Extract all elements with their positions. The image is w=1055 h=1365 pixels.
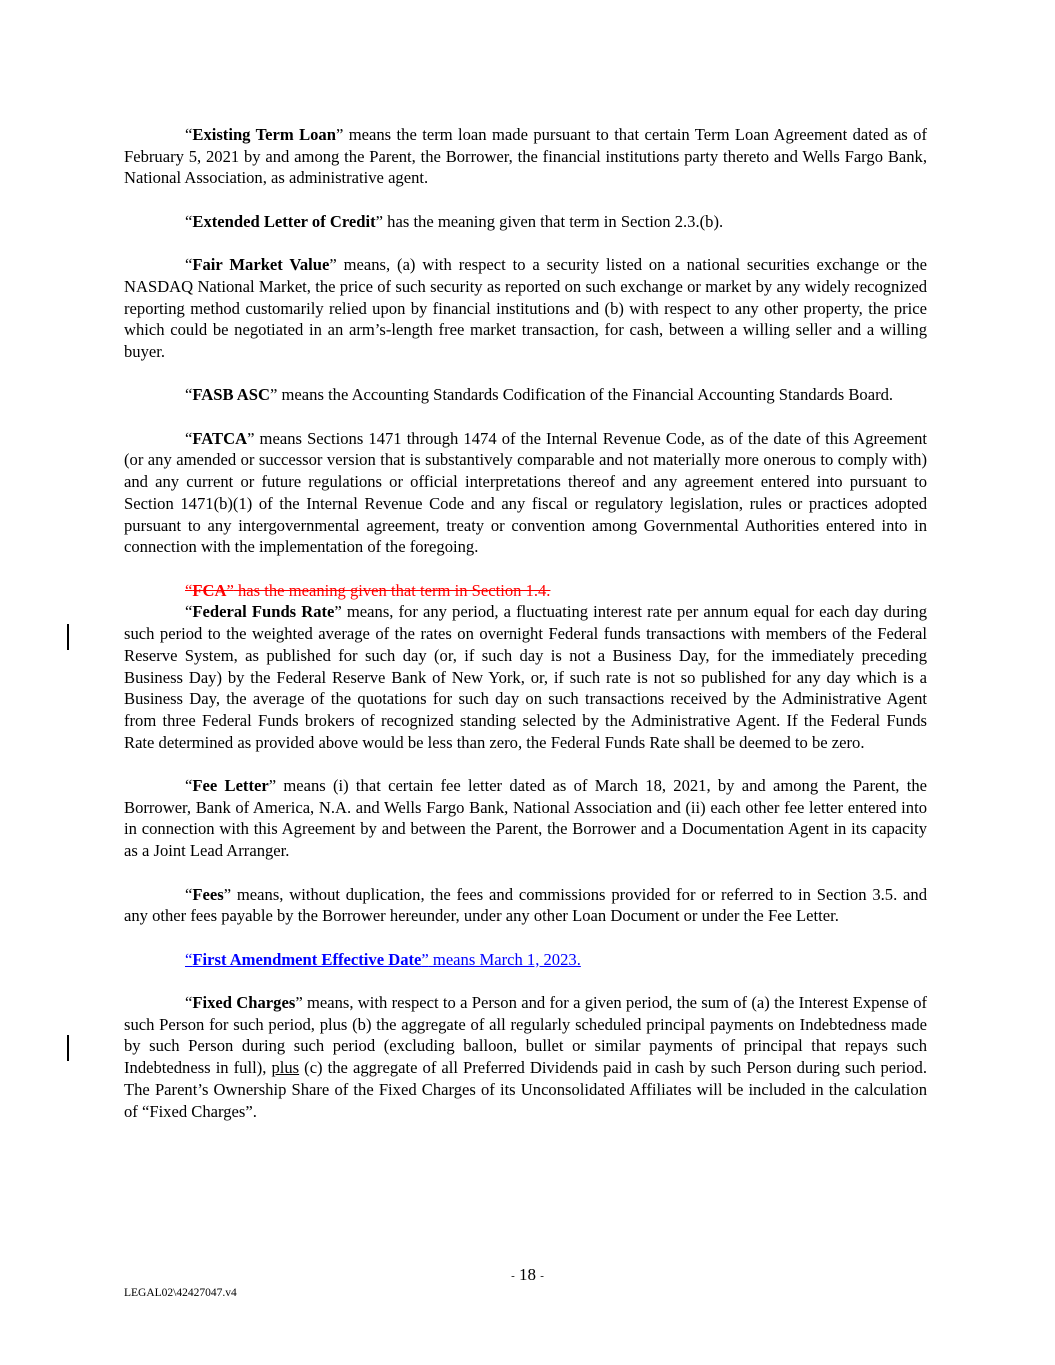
definition-fca-deleted xyxy=(124,580,927,602)
inserted-text: “First Amendment Effective Date” means March 1, 2023. xyxy=(185,949,581,969)
underlined-plus: plus xyxy=(271,1058,300,1078)
definition-text: has the meaning given that term in Section 1.4. xyxy=(233,580,551,600)
defined-term: Federal Funds Rate xyxy=(192,602,335,622)
definition-fees: “Fees” means, without duplication, the fees and commissions provided for or referred to in Section 3.5. and any other fees payable by the Borrower hereunder, under any other Loan Document or under the Fee Letter. xyxy=(124,884,927,926)
definition-text: means the term loan made pursuant to that certain Term Loan Agreement dated as of February 5, 2021 by and among the Parent, the Borrower, the financial institutions party thereto and Wells Fargo Bank, National Association, as administrative agent. xyxy=(124,125,927,188)
defined-term: Fixed Charges xyxy=(192,992,296,1012)
defined-term: First Amendment Effective Date xyxy=(192,949,422,969)
definition-fair-market-value: “Fair Market Value” means, (a) with respect to a security listed on a national securities exchange or the NASDAQ National Market, the price of such security as reported on such exchange or market by any widely recognized reporting method customarily relied upon by financial institutions and (b) with respect to any other property, the price which could be negotiated in an arm’s-length free market transaction, for cash, between a willing seller and a willing buyer. xyxy=(124,255,927,361)
defined-term: Existing Term Loan xyxy=(192,125,336,144)
defined-term: Fair Market Value xyxy=(192,255,330,275)
change-bar-deletion xyxy=(67,624,69,650)
definition-text: means the Accounting Standards Codification of the Financial Accounting Standards Board. xyxy=(277,385,894,405)
definition-text: means, without duplication, the fees and commissions provided for or referred to in Section 3.5. and any other fees payable by the Borrower hereunder, under any other Loan Document or under the Fee Letter. xyxy=(124,884,927,926)
defined-term: FCA xyxy=(192,580,227,600)
defined-term: FATCA xyxy=(192,428,248,448)
change-bar-insertion xyxy=(67,1035,69,1061)
definition-fee-letter: “Fee Letter” means (i) that certain fee letter dated as of March 18, 2021, by and among the Parent, the Borrower, Bank of America, N.A. and Wells Fargo Bank, National Association and (ii) each other fee letter entered into in connection with this Agreement by and between the Parent, the Borrower and a Documentation Agent in its capacity as a Joint Lead Arranger. xyxy=(124,776,927,861)
defined-term: Fees xyxy=(192,884,224,904)
definition-text: means Sections 1471 through 1474 of the Internal Revenue Code, as of the date of this Agreement (or any amended or successor version that is substantively comparable and not materially more onerous to comply with) and any current or future regulations or official interpretations thereof and any agreement entered into pursuant to Section 1471(b)(1) of the Internal Revenue Code and any fiscal or regulatory legislation, rules or practices adopted pursuant to any intergovernmental agreement, treaty or convention among Governmental Authorities entered into in connection with the implementation of the foregoing. xyxy=(124,428,927,557)
definition-text: (c) the aggregate of all Preferred Dividends paid in cash by such Person during such period. The Parent’s Ownership Share of the Fixed Charges of its Unconsolidated Affiliates will be included in the calculation of “Fixed Charges”. xyxy=(124,1058,927,1121)
page-number: - 18 - xyxy=(511,1265,544,1284)
definition-extended-letter-of-credit: “Extended Letter of Credit” has the meaning given that term in Section 2.3.(b). xyxy=(185,211,724,231)
definition-text: means, with respect to a Person and for a given period, the sum of (a) the Interest Expense of such Person for such period, plus (b) the aggregate of all regularly scheduled principal payments on Indebtedness made by such Person during such period (excluding balloon, bullet or similar payments of principal that repays such Indebtedness in full), xyxy=(124,992,928,1078)
document-body xyxy=(124,124,927,1144)
definition-existing-term-loan: “Existing Term Loan” means the term loan made pursuant to that certain Term Loan Agreement dated as of February 5, 2021 by and among the Parent, the Borrower, the financial institutions party thereto and Wells Fargo Bank, National Association, as administrative agent. xyxy=(124,125,927,188)
definition-text: means March 1, 2023. xyxy=(428,949,581,969)
definition-text: means, for any period, a fluctuating interest rate per annum equal for each day during such period to the weighted average of the rates on overnight Federal funds transactions with members of the Federal Reserve System, as published for such day (or, if such day is not a Business Day, for the immediately preceding Business Day) by the Federal Reserve Bank of New York, or, if such rate is not so published for any day which is a Business Day, the average of the quotations for such day on such transactions received by the Administrative Agent from three Federal Funds brokers of recognized standing selected by the Administrative Agent. If the Federal Funds Rate determined as provided above would be less than zero, the Federal Funds Rate shall be deemed to be zero. xyxy=(124,602,927,752)
definition-fixed-charges: “Fixed Charges” means, with respect to a Person and for a given period, the sum of (a) the Interest Expense of such Person for such period, plus (b) the aggregate of all regularly scheduled principal payments on Indebtedness made by such Person during such period (excluding balloon, bullet or similar payments of principal that repays such Indebtedness in full), plus (c) the aggregate of all Preferred Dividends paid in cash by such Person during such period. The Parent’s Ownership Share of the Fixed Charges of its Unconsolidated Affiliates will be included in the calculation of “Fixed Charges”. xyxy=(124,992,928,1121)
deleted-text: “FCA” has the meaning given that term in Section 1.4. xyxy=(185,580,551,600)
definition-text: means (i) that certain fee letter dated as of March 18, 2021, by and among the Parent, the Borrower, Bank of America, N.A. and Wells Fargo Bank, National Association and (ii) each other fee letter entered into in connection with this Agreement by and between the Parent, the Borrower and a Documentation Agent in its capacity as a Joint Lead Arranger. xyxy=(124,776,927,861)
definition-text: means, (a) with respect to a security listed on a national securities exchange or the NASDAQ National Market, the price of such security as reported on such exchange or market by any widely recognized reporting method customarily relied upon by financial institutions and (b) with respect to any other property, the price which could be negotiated in an arm’s-length free market transaction, for cash, between a willing seller and a willing buyer. xyxy=(124,255,927,361)
defined-term: FASB ASC xyxy=(192,385,270,405)
defined-term: Fee Letter xyxy=(192,776,269,795)
definition-first-amendment-inserted xyxy=(124,949,927,971)
definition-fatca: “FATCA” means Sections 1471 through 1474 of the Internal Revenue Code, as of the date of this Agreement (or any amended or successor version that is substantively comparable and not materially more onerous to comply with) and any current or future regulations or official interpretations thereof and any agreement entered into pursuant to Section 1471(b)(1) of the Internal Revenue Code and any fiscal or regulatory legislation, rules or practices adopted pursuant to any intergovernmental agreement, treaty or convention among Governmental Authorities entered into in connection with the implementation of the foregoing. xyxy=(124,428,927,557)
document-id: LEGAL02\42427047.v4 xyxy=(124,1287,237,1299)
definition-text: has the meaning given that term in Section 2.3.(b). xyxy=(383,211,724,231)
definition-fasb-asc: “FASB ASC” means the Accounting Standards Codification of the Financial Accounting Standards Board. xyxy=(185,385,894,405)
defined-term: Extended Letter of Credit xyxy=(192,211,376,231)
definition-federal-funds-rate: “Federal Funds Rate” means, for any period, a fluctuating interest rate per annum equal for each day during such period to the weighted average of the rates on overnight Federal funds transactions with members of the Federal Reserve System, as published for such day (or, if such day is not a Business Day, for the immediately preceding Business Day) by the Federal Reserve Bank of New York, or, if such rate is not so published for any day which is a Business Day, the average of the quotations for such day on such transactions received by the Administrative Agent from three Federal Funds brokers of recognized standing selected by the Administrative Agent. If the Federal Funds Rate determined as provided above would be less than zero, the Federal Funds Rate shall be deemed to be zero. xyxy=(124,602,927,752)
